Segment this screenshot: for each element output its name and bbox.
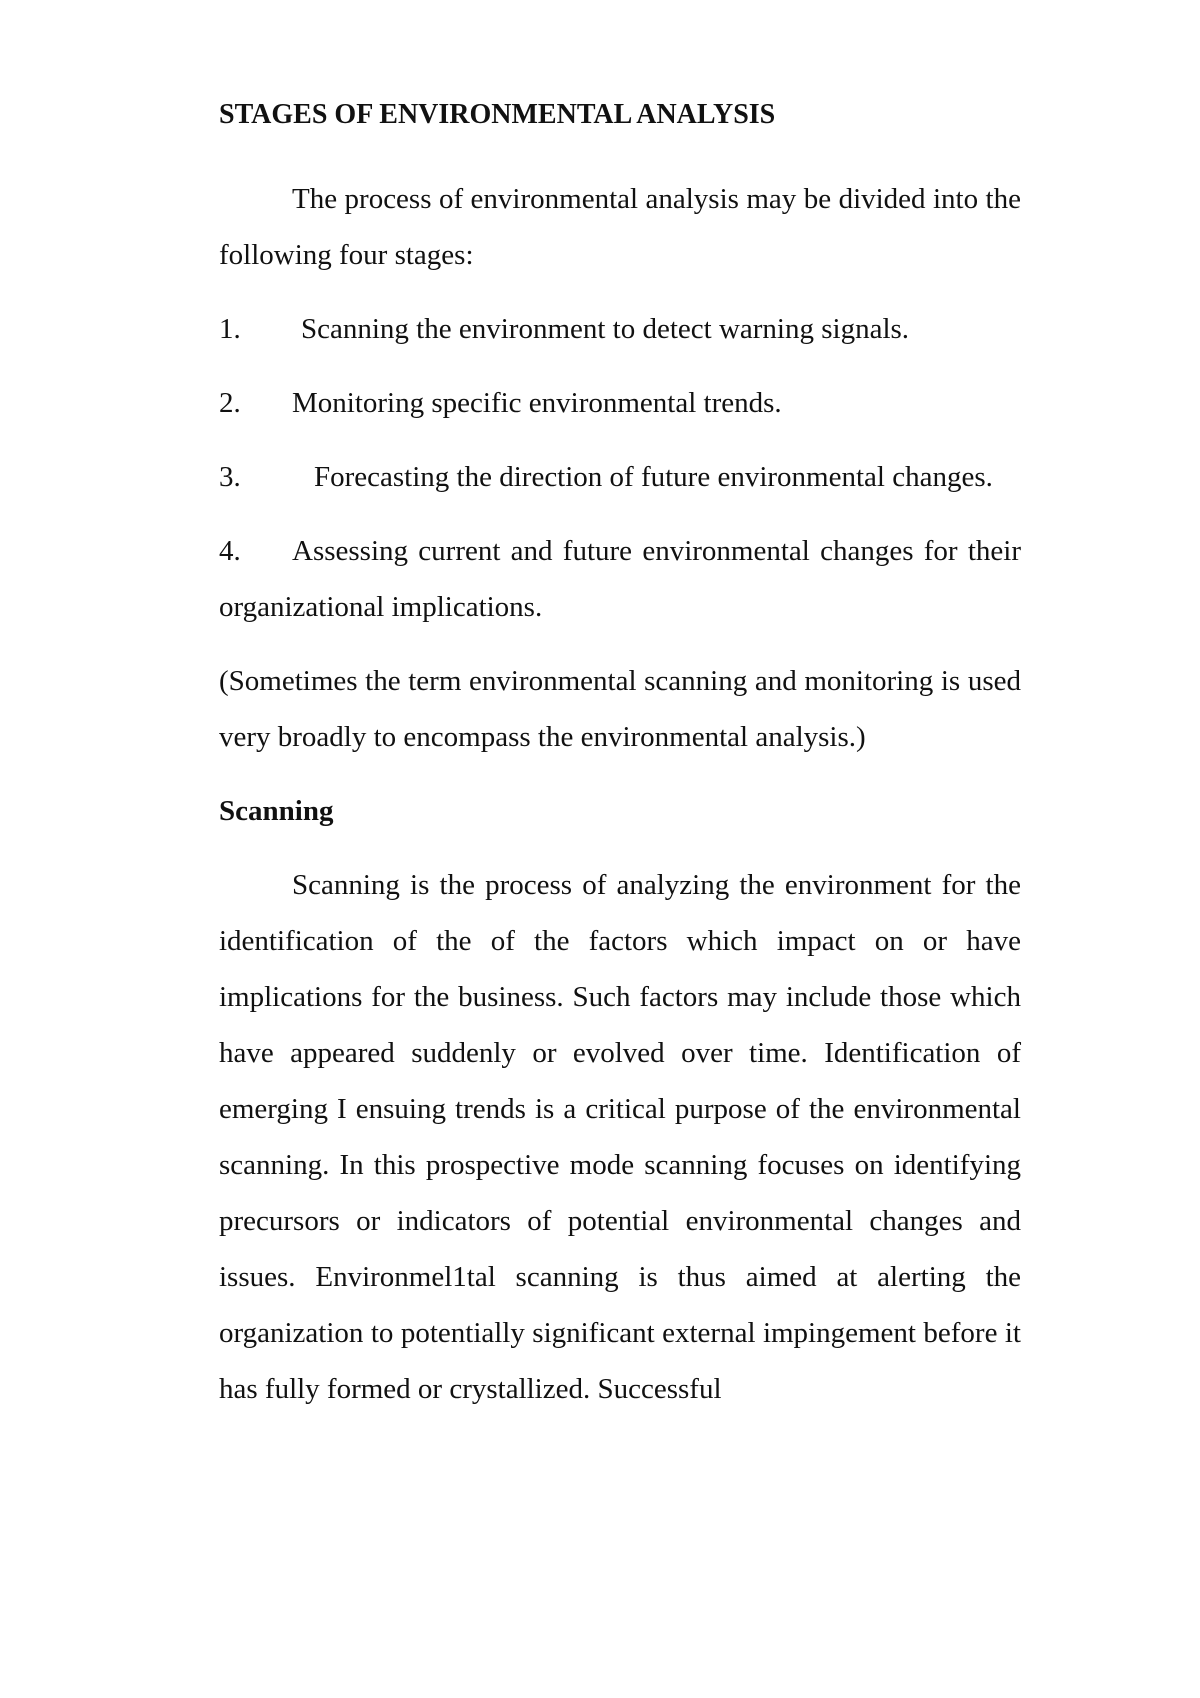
stage-number: 3. [219,461,241,493]
intro-paragraph: The process of environmental analysis may be divided into the following four stages: [219,183,1021,271]
stage-text: Scanning the environment to detect warning signals. [301,313,910,345]
stage-number: 1. [219,313,241,345]
stage-text: Forecasting the direction of future environmental changes. [314,461,993,493]
section-heading-scanning: Scanning [219,795,334,827]
stage-text: Assessing current and future environmental changes for their organizational implications. [219,535,1021,623]
scanning-paragraph: Scanning is the process of analyzing the environment for the identification of the of the factors which impact on or have implications for the business. Such factors may include those which have appeared suddenly or evolved over time. Identification of emerging I ensuing trends is a critical purpose of the environmental scanning. In this prospective mode scanning focuses on identifying precursors or indicators of potential environmental changes and issues. Environmel1tal scanning is thus aimed at alerting the organization to potentially significant external impingement before it has fully formed or crystallized. Successful [219,869,1021,1405]
stage-item-3 [219,449,1021,505]
text-body [219,95,1021,1435]
stage-number: 2. [219,387,241,419]
stage-item-4 [219,523,1021,635]
stage-number: 4. [219,535,241,567]
stage-item-2 [219,375,1021,431]
stage-item-1 [219,301,1021,357]
note-paragraph: (Sometimes the term environmental scanning and monitoring is used very broadly to encompass the environmental analysis.) [219,665,1021,753]
stage-text: Monitoring specific environmental trends. [292,387,782,419]
document-title: STAGES OF ENVIRONMENTAL ANALYSIS [219,99,776,130]
